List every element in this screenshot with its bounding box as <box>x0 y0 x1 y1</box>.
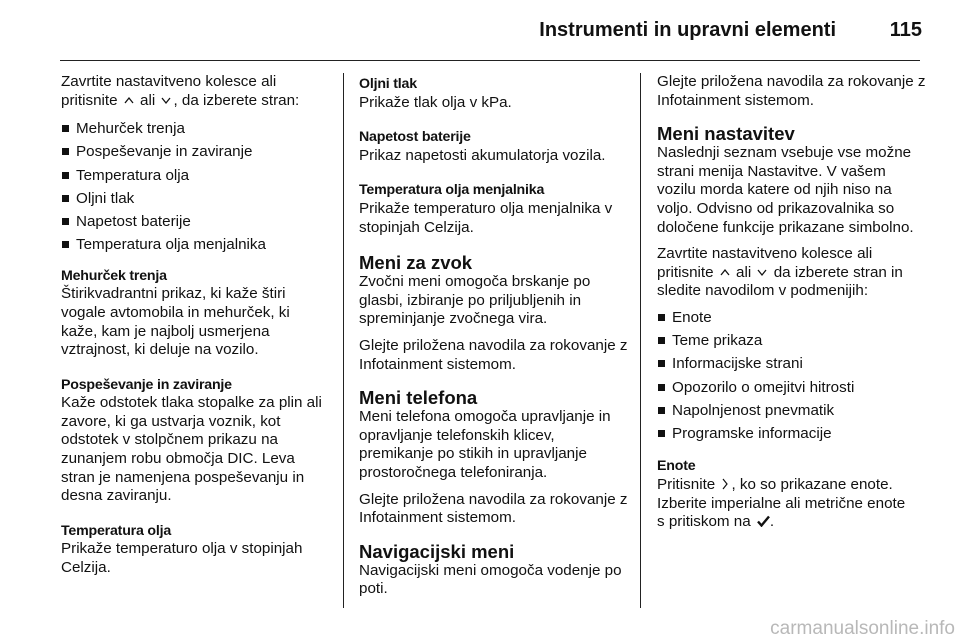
units-text-a: Pritisnite <box>657 476 716 494</box>
header-title: Instrumenti in upravni elementi <box>539 19 836 41</box>
column-2 <box>359 73 629 607</box>
trans-block <box>359 181 629 237</box>
units-text-c: Izberite imperialne ali metrične enote <box>657 494 906 512</box>
turn-line-b3: da izberete stran in <box>773 263 903 281</box>
list-item <box>657 425 927 444</box>
oiltemp-title: Temperatura olja <box>61 522 172 539</box>
settings-heading: Meni nastavitev <box>657 123 795 145</box>
list-item-label: Informacijske strani <box>672 355 803 373</box>
list-item-label: Oljni tlak <box>76 189 135 207</box>
units-text <box>657 476 927 532</box>
chevron-down-icon <box>757 267 767 277</box>
trans-title: Temperatura olja menjalnika <box>359 182 545 199</box>
friction-text: Štirikvadrantni prikaz, ki kaže štiri vogale avtomobila in mehurček, ki kaže, kam je najbolj usmerjena vztrajnost, ki deluje na vozilo. <box>61 285 290 359</box>
list-item <box>61 236 329 255</box>
page-number: 115 <box>889 19 922 41</box>
units-text-b: , ko so prikazane enote. <box>731 476 893 494</box>
oilpress-title: Oljni tlak <box>359 76 417 92</box>
trans-text: Prikaže temperaturo olja menjalnika v stopinjah Celzija. <box>359 199 613 236</box>
square-bullet-icon <box>62 241 69 248</box>
list-item <box>657 355 927 374</box>
turn-line-a: Zavrtite nastavitveno kolesce ali <box>657 245 873 263</box>
square-bullet-icon <box>658 337 665 344</box>
nav-section <box>359 542 629 599</box>
accel-block <box>61 376 329 506</box>
sound-text: Zvočni meni omogoča brskanje po glasbi, izbiranje po priljubljenih in spreminjanje zvočnega vira. <box>359 273 591 328</box>
phone-ref: Glejte priložena navodila za rokovanje z Infotainment sistemom. <box>359 490 628 527</box>
square-bullet-icon <box>658 384 665 391</box>
list-item <box>61 120 329 139</box>
turn-line-b2: ali <box>736 263 752 281</box>
list-item <box>61 143 329 162</box>
square-bullet-icon <box>62 125 69 132</box>
units-title: Enote <box>657 458 696 475</box>
list-item-label: Napetost baterije <box>76 212 191 230</box>
list-item <box>61 190 329 209</box>
list-item-label: Pospeševanje in zaviranje <box>76 143 253 161</box>
chevron-up-icon <box>720 267 730 277</box>
turn-line-b1: pritisnite <box>657 263 714 281</box>
nav-text: Navigacijski meni omogoča vodenje po poti. <box>359 561 622 598</box>
turn-line-c: sledite navodilom v podmenijih: <box>657 282 869 300</box>
settings-turn-paragraph <box>657 245 927 301</box>
battery-text: Prikaz napetosti akumulatorja vozila. <box>359 146 606 164</box>
list-item-label: Opozorilo o omejitvi hitrosti <box>672 378 855 396</box>
list-item <box>657 379 927 398</box>
units-block <box>657 457 927 531</box>
check-icon <box>757 514 770 526</box>
column-1 <box>61 73 329 591</box>
square-bullet-icon <box>62 148 69 155</box>
page-list <box>61 120 329 255</box>
intro-line-b2: ali <box>140 91 156 109</box>
chevron-down-icon <box>161 95 171 105</box>
header-rule <box>60 60 920 61</box>
column-3 <box>657 73 927 545</box>
units-text-e: . <box>769 513 775 531</box>
accel-text: Kaže odstotek tlaka stopalke za plin ali zavore, ki ga ustvarja voznik, kot odstotek v stolpčnem prikazu na zunanjem robu območja DIC. Leva stran je namenjena pospeševanju in desna zaviranju. <box>61 394 322 505</box>
watermark: carmanualsonline.info <box>770 618 955 639</box>
square-bullet-icon <box>62 218 69 225</box>
list-item <box>61 213 329 232</box>
square-bullet-icon <box>62 172 69 179</box>
sound-heading: Meni za zvok <box>359 252 473 274</box>
list-item-label: Programske informacije <box>672 424 832 442</box>
phone-heading: Meni telefona <box>359 387 478 409</box>
column-divider-right <box>640 73 641 608</box>
phone-text: Meni telefona omogoča upravljanje in opravljanje telefonskih klicev, premikanje po stikih in upravljanje prostoročnega telefoniranja. <box>359 408 611 481</box>
settings-text: Naslednji seznam vsebuje vse možne strani menija Nastavitve. V vašem vozilu morda katere od njih niso na voljo. Odvisno od prikazovalnika so določene funkcije prikazane simbolno. <box>657 144 914 236</box>
units-text-d: s pritiskom na <box>657 513 751 531</box>
chevron-right-icon <box>721 478 729 490</box>
friction-block <box>61 267 329 360</box>
square-bullet-icon <box>658 407 665 414</box>
list-item-label: Temperatura olja <box>76 166 190 184</box>
nav-heading: Navigacijski meni <box>359 540 515 562</box>
square-bullet-icon <box>658 314 665 321</box>
oilpress-text: Prikaže tlak olja v kPa. <box>359 93 512 111</box>
oiltemp-text: Prikaže temperaturo olja v stopinjah Celzija. <box>61 540 303 577</box>
column-divider-left <box>343 73 344 608</box>
intro-line-a: Zavrtite nastavitveno kolesce ali <box>61 73 277 90</box>
sound-ref: Glejte priložena navodila za rokovanje z Infotainment sistemom. <box>359 336 628 373</box>
square-bullet-icon <box>62 195 69 202</box>
settings-section <box>657 124 927 443</box>
page-header <box>0 0 960 60</box>
intro-paragraph <box>61 73 329 110</box>
list-item <box>657 309 927 328</box>
square-bullet-icon <box>658 430 665 437</box>
square-bullet-icon <box>658 360 665 367</box>
phone-section <box>359 388 629 528</box>
friction-title: Mehurček trenja <box>61 267 167 284</box>
ref-text: Glejte priložena navodila za rokovanje z Infotainment sistemom. <box>657 73 926 109</box>
battery-title: Napetost baterije <box>359 129 471 146</box>
oiltemp-block <box>61 522 329 578</box>
list-item-label: Teme prikaza <box>672 332 763 350</box>
accel-title: Pospeševanje in zaviranje <box>61 376 232 393</box>
intro-line-b3: , da izberete stran: <box>173 91 300 109</box>
list-item-label: Napolnjenost pnevmatik <box>672 401 835 419</box>
list-item-label: Enote <box>672 308 712 326</box>
chevron-up-icon <box>124 95 134 105</box>
settings-list <box>657 309 927 444</box>
list-item <box>657 402 927 421</box>
list-item-label: Mehurček trenja <box>76 120 185 138</box>
intro-line-b1: pritisnite <box>61 91 118 109</box>
battery-block <box>359 128 629 165</box>
list-item <box>61 167 329 186</box>
list-item <box>657 332 927 351</box>
sound-section <box>359 253 629 374</box>
oilpress-block <box>359 75 629 112</box>
list-item-label: Temperatura olja menjalnika <box>76 236 266 254</box>
